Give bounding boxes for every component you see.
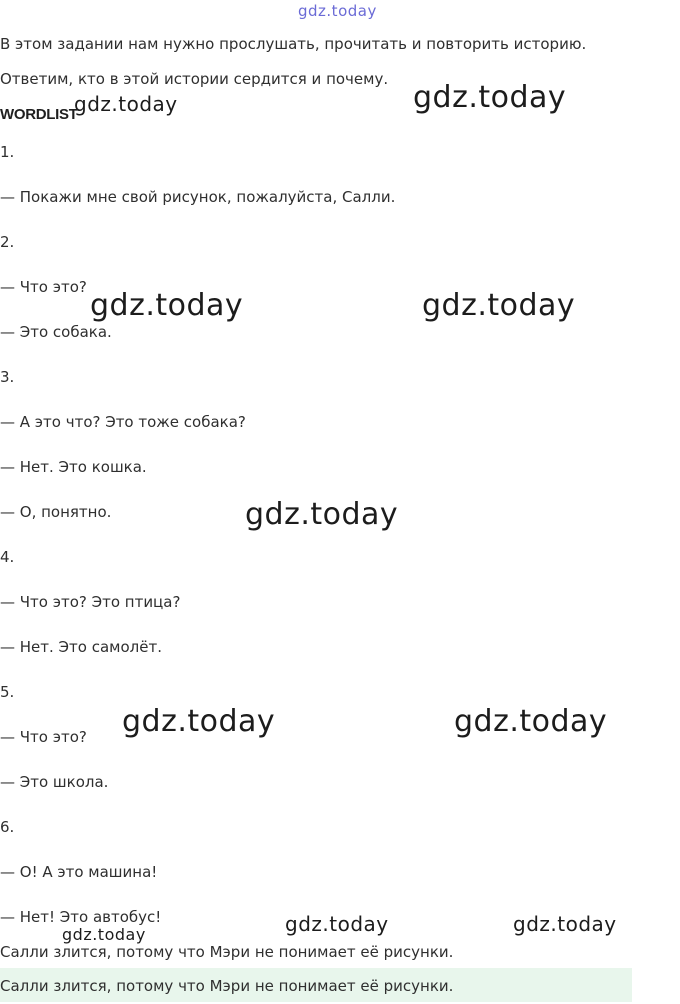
- story-line: — Что это?: [0, 278, 87, 296]
- story-line: — Это школа.: [0, 773, 109, 791]
- story-line: — Что это? Это птица?: [0, 593, 181, 611]
- watermark: gdz.today: [413, 80, 567, 115]
- story-line: — А это что? Это тоже собака?: [0, 413, 246, 431]
- conclusion-text: Салли злится, потому что Мэри не понимает её рисунки.: [0, 943, 454, 961]
- intro-text: В этом задании нам нужно прослушать, прочитать и повторить историю.: [0, 35, 587, 53]
- story-line: 2.: [0, 233, 15, 251]
- story-line: 6.: [0, 818, 15, 836]
- story-line: — О! А это машина!: [0, 863, 158, 881]
- intro-text: Ответим, кто в этой истории сердится и почему.: [0, 70, 389, 88]
- answer-box: [0, 968, 632, 1002]
- story-line: 4.: [0, 548, 15, 566]
- story-line: — Покажи мне свой рисунок, пожалуйста, Салли.: [0, 188, 396, 206]
- story-line: 3.: [0, 368, 15, 386]
- watermark: gdz.today: [298, 2, 377, 20]
- story-line: — Нет. Это кошка.: [0, 458, 147, 476]
- watermark: gdz.today: [245, 497, 399, 532]
- story-line: 1.: [0, 143, 15, 161]
- story-line: — Что это?: [0, 728, 87, 746]
- answer-text: Салли злится, потому что Мэри не понимает её рисунки.: [0, 977, 454, 995]
- watermark: gdz.today: [62, 925, 146, 944]
- story-line: — О, понятно.: [0, 503, 112, 521]
- story-line: — Это собака.: [0, 323, 112, 341]
- watermark: gdz.today: [122, 704, 276, 739]
- story-line: — Нет. Это самолёт.: [0, 638, 162, 656]
- watermark: gdz.today: [74, 92, 178, 116]
- wordlist-heading: WORDLIST: [0, 106, 78, 123]
- watermark: gdz.today: [454, 704, 608, 739]
- watermark: gdz.today: [90, 288, 244, 323]
- watermark: gdz.today: [285, 912, 389, 936]
- watermark: gdz.today: [513, 912, 617, 936]
- watermark: gdz.today: [422, 288, 576, 323]
- story-line: 5.: [0, 683, 15, 701]
- story-line: — Нет! Это автобус!: [0, 908, 162, 926]
